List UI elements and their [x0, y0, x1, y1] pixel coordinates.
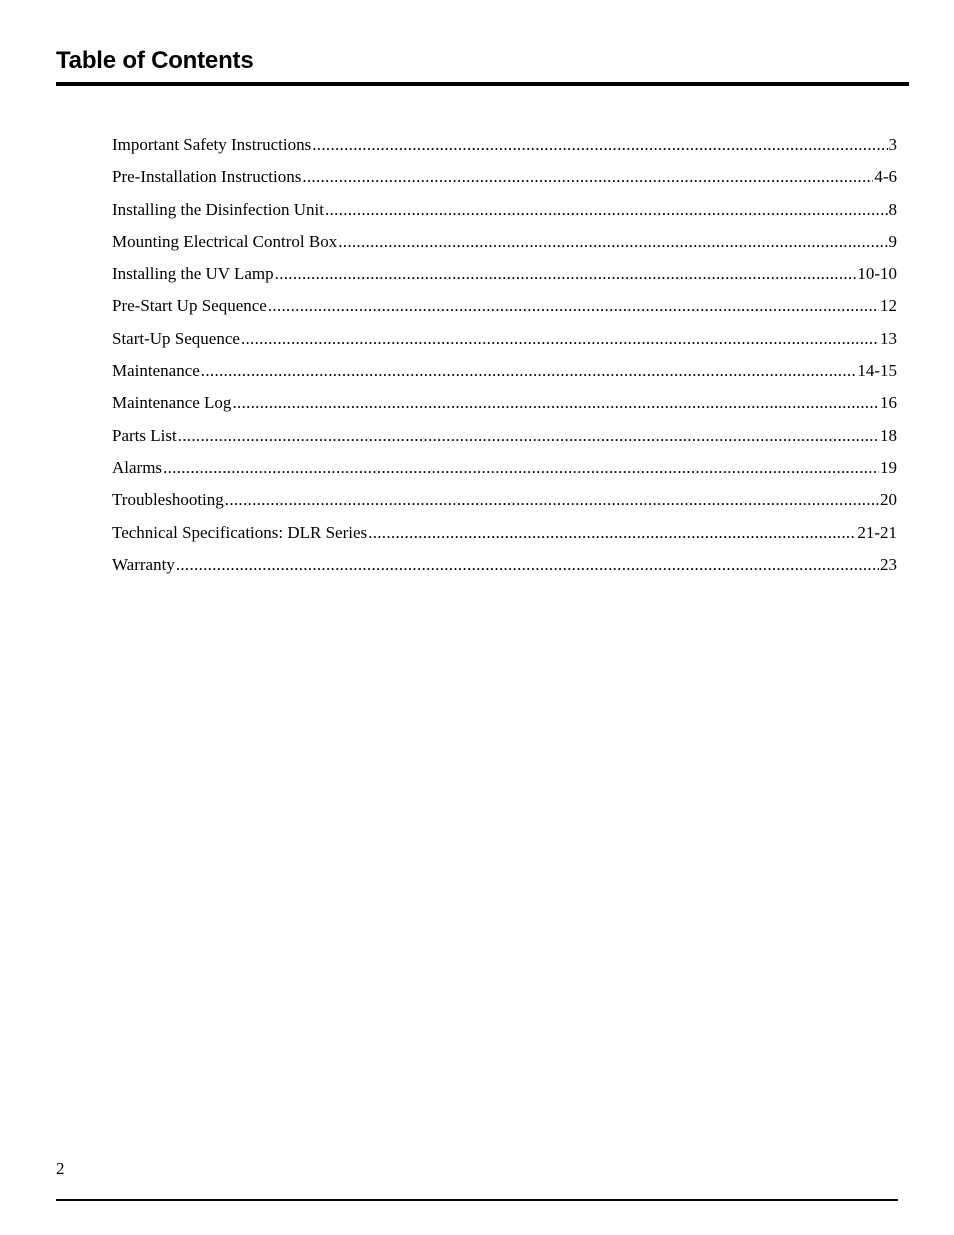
toc-entry-label: Parts List	[112, 425, 177, 445]
dot-leader	[163, 455, 879, 481]
toc-entry-installing-uv-lamp[interactable]	[112, 261, 897, 293]
toc-entry-page: 19	[880, 457, 897, 477]
toc-entry-technical-specifications[interactable]	[112, 520, 897, 552]
toc-entry-label: Installing the UV Lamp	[112, 264, 274, 284]
toc-entry-label: Mounting Electrical Control Box	[112, 231, 338, 251]
dot-leader	[275, 261, 857, 287]
toc-entry-pre-installation-instructions[interactable]	[112, 164, 897, 196]
toc-entry-page: 16	[880, 393, 897, 413]
table-of-contents	[112, 132, 897, 584]
page-number: 2	[56, 1159, 65, 1178]
dot-leader	[338, 229, 887, 255]
toc-entry-label: Installing the Disinfection Unit	[112, 199, 324, 219]
toc-entry-page: 21-21	[857, 522, 897, 542]
toc-entry-mounting-electrical-control-box[interactable]	[112, 229, 897, 261]
dot-leader	[201, 358, 857, 384]
toc-entry-label: Troubleshooting	[112, 490, 224, 510]
toc-entry-page: 13	[880, 328, 897, 348]
toc-entry-label: Start-Up Sequence	[112, 328, 240, 348]
dot-leader	[368, 520, 856, 546]
dot-leader	[325, 197, 888, 223]
toc-entry-maintenance[interactable]	[112, 358, 897, 390]
toc-entry-maintenance-log[interactable]	[112, 390, 897, 422]
dot-leader	[241, 326, 879, 352]
toc-entry-page: 12	[880, 296, 897, 316]
toc-entry-page: 10-10	[857, 264, 897, 284]
title-divider	[56, 82, 909, 86]
toc-entry-pre-start-up-sequence[interactable]	[112, 293, 897, 325]
toc-entry-installing-disinfection-unit[interactable]	[112, 197, 897, 229]
toc-entry-page: 3	[888, 135, 897, 154]
toc-entry-page: 18	[880, 425, 897, 445]
toc-entry-page: 9	[888, 231, 897, 251]
toc-entry-label: Pre-Start Up Sequence	[112, 296, 267, 316]
toc-entry-label: Pre-Installation Instructions	[112, 167, 302, 187]
dot-leader	[232, 390, 879, 416]
toc-entry-page: 14-15	[857, 361, 897, 381]
toc-entry-alarms[interactable]	[112, 455, 897, 487]
toc-entry-parts-list[interactable]	[112, 423, 897, 455]
toc-entry-warranty[interactable]	[112, 552, 897, 584]
footer-divider	[56, 1199, 898, 1201]
dot-leader	[178, 423, 879, 449]
toc-entry-label: Technical Specifications: DLR Series	[112, 522, 368, 542]
toc-entry-important-safety-instructions[interactable]	[112, 132, 897, 164]
toc-entry-label: Maintenance Log	[112, 393, 232, 413]
toc-entry-label: Important Safety Instructions	[112, 135, 312, 154]
page-title: Table of Contents	[56, 47, 254, 74]
toc-entry-label: Warranty	[112, 554, 175, 574]
dot-leader	[268, 293, 879, 319]
toc-entry-page: 4-6	[874, 167, 897, 187]
toc-entry-start-up-sequence[interactable]	[112, 326, 897, 358]
toc-entry-page: 23	[880, 554, 897, 574]
dot-leader	[225, 487, 879, 513]
toc-entry-troubleshooting[interactable]	[112, 487, 897, 519]
dot-leader	[312, 132, 887, 158]
toc-entry-page: 20	[880, 490, 897, 510]
toc-entry-label: Alarms	[112, 457, 163, 477]
dot-leader	[176, 552, 879, 578]
dot-leader	[302, 164, 873, 190]
toc-entry-page: 8	[888, 199, 897, 219]
toc-entry-label: Maintenance	[112, 361, 200, 381]
